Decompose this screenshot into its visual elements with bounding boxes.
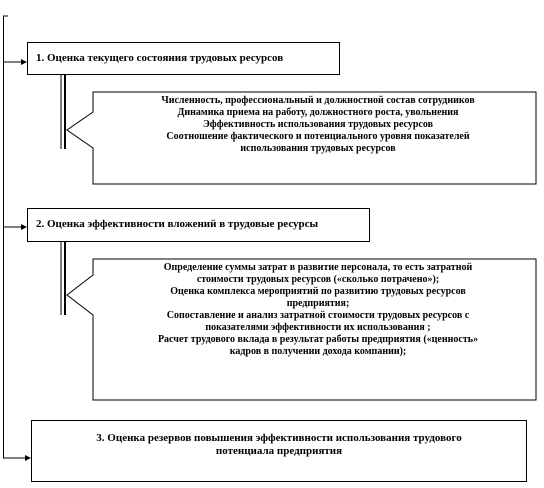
stage1-detail-line: Численность, профессиональный и должностной состав сотрудников [161, 95, 475, 106]
stage2-detail-line: Сопоставление и анализ затратной стоимости трудовых ресурсов с [166, 310, 470, 321]
stage1-detail-line: использования трудовых ресурсов [240, 143, 396, 154]
stage2-detail-line: Оценка комплекса мероприятий по развитию трудовых ресурсов [170, 286, 466, 297]
stage1-title: 1. Оценка текущего состояния трудовых ресурсов [36, 52, 284, 64]
stage3-title-line: 3. Оценка резервов повышения эффективности использования трудового [96, 432, 462, 444]
stage2-title: 2. Оценка эффективности вложений в трудовые ресурсы [36, 218, 319, 230]
stage1-detail-line: Соотношение фактического и потенциального уровня показателей [166, 131, 470, 142]
stage2-box [27, 208, 370, 242]
stage2-detail-line: предприятия; [286, 298, 350, 309]
stage2-detail-line: Определение суммы затрат в развитие персонала, то есть затратной [163, 262, 473, 273]
stage2-details [99, 262, 537, 358]
stage3-title-line: потенциала предприятия [215, 445, 343, 457]
stage2-detail-line: Расчет трудового вклада в результат работы предприятия («ценность» [157, 334, 479, 345]
stage2-detail-line: стоимости трудовых ресурсов («сколько потрачено»); [196, 274, 440, 285]
stage2-detail-line: кадров в получении дохода компании); [229, 346, 407, 357]
stage3-box [31, 420, 527, 482]
stage1-detail-line: Динамика приема на работу, должностного роста, увольнения [177, 107, 459, 118]
stage1-details [99, 95, 537, 155]
stage1-box [27, 42, 340, 75]
stage1-detail-line: Эффективность использования трудовых ресурсов [203, 119, 433, 130]
stage2-detail-line: показателями эффективности их использования ; [205, 322, 431, 333]
